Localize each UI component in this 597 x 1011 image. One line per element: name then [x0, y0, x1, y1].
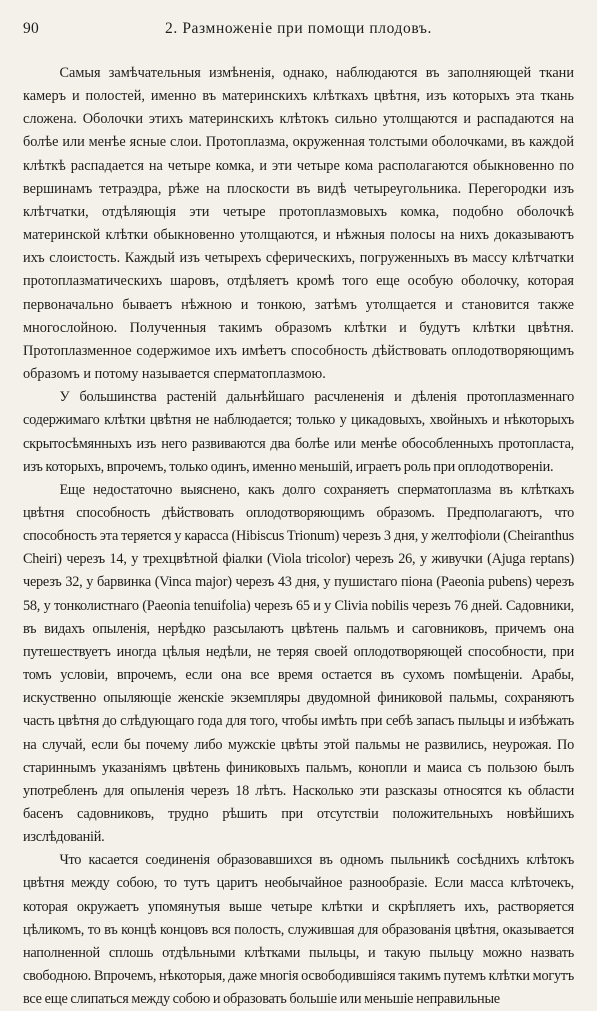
page-number: 90: [23, 20, 39, 37]
running-title: 2. Размноженiе при помощи плодовъ.: [165, 20, 432, 37]
paragraph: У большинства растеній дальнѣйшаго расчлененія и дѣленія протоплазменнаго содержимаго клѣтки цвѣтня не наблюдается; только у цикадовыхъ, хвойныхъ и нѣкоторыхъ скрытосѣмянныхъ изъ него развиваются два болѣе или менѣе обособленныхъ протопласта, изъ которыхъ, впрочемъ, только одинъ, именно меньшій, играетъ роль при оплодотвореніи.: [23, 389, 574, 475]
paragraph: Что касается соединенія образовавшихся въ одномъ пыльникѣ сосѣднихъ клѣтокъ цвѣтня между собою, то тутъ царитъ необычайное разнообразіе. Если масса клѣточекъ, которая окружаетъ упомянутыя выше четыре клѣтки и скрѣпляетъ ихъ, растворяется цѣликомъ, то въ концѣ концовъ вся полость, служившая для образованія цвѣтня, оказывается наполненной сплошь отдѣльными клѣтками пыльцы, и такую пыльцу можно назвать свободною. Впрочемъ, нѣкоторыя, даже многія освободившіяся такимъ путемъ клѣтки могутъ все еще слипаться между собою и образовать большіе или меньшіе неправильные: [23, 852, 574, 1008]
paragraph: Еще недостаточно выяснено, какъ долго сохраняетъ сперматоплазма въ клѣткахъ цвѣтня способность дѣйствовать оплодотворяющимъ образомъ. Предполагаютъ, что способность эта теряется у карасса (Hibiscus Trionum) черезъ 3 дня, у желтофіоли (Cheiranthus Cheiri) черезъ 14, у трехцвѣтной фіалки (Viola tricolor) черезъ 26, у живучки (Ajuga reptans) черезъ 32, у барвинка (Vinca major) черезъ 43 дня, у пушистаго піона (Paeonia pubens) черезъ 58, у тонколистнаго (Paeonia tenuifolia) черезъ 65 и у Clivia nobilis черезъ 76 дней. Садовники, въ видахъ опыленія, нерѣдко разсылаютъ цвѣтень пальмъ и саговниковъ, причемъ она путешествуетъ иногда цѣлыя недѣли, не теряя своей оплодотворяющей способности, при томъ условіи, впрочемъ, если она все время остается въ сухомъ помѣщеніи. Арабы, искуственно опыляющіе женскіе экземпляры двудомной финиковой пальмы, сохраняютъ часть цвѣтня до слѣдующаго года для того, чтобы имѣть при себѣ запасъ пыльцы и избѣжать на случай, если бы почему либо мужскіе цвѣты этой пальмы не развились, неурожая. По стариннымъ указаніямъ цвѣтень финиковыхъ пальмъ, конопли и маиса съ пользою былъ употребленъ для опыленія черезъ 18 лѣтъ. Насколько эти разсказы относятся къ области басенъ садовниковъ, трудно рѣшить при отсутствіи положительныхъ новѣйшихъ изслѣдованій.: [23, 481, 574, 846]
page-header: [23, 20, 574, 42]
paragraph: Самыя замѣчательныя измѣненія, однако, наблюдаются въ заполняющей ткани камеръ и полостей, именно въ материнскихъ клѣткахъ цвѣтня, изъ которыхъ эта ткань сложена. Оболочки этихъ материнскихъ клѣтокъ сильно утолщаются и распадаются на болѣе или менѣе ясные слои. Протоплазма, окруженная толстыми оболочками, въ каждой клѣткѣ распадается на четыре комка, и эти четыре кома располагаются обыкновенно по вершинамъ тетраэдра, рѣже на плоскости въ видѣ четыреугольника. Перегородки изъ клѣтчатки, отдѣляющія эти четыре протоплазмовыхъ комка, подобно оболочкѣ материнской клѣтки обыкновенно утолщаются, и нѣжныя полосы на нихъ доказываютъ ихъ слоистость. Каждый изъ четырехъ сферическихъ, погруженныхъ въ массу клѣтчатки протоплазматическихъ шаровъ, отдѣляетъ кромѣ того еще особую оболочку, которая первоначально бываетъ нѣжною и тонкою, затѣмъ утолщается и становится также многослойною. Полученныя такимъ образомъ клѣтки и будутъ клѣтки цвѣтня. Протоплазменное содержимое ихъ имѣетъ способность дѣйствовать оплодотворяющимъ образомъ и потому называется сперматоплазмою.: [23, 65, 574, 383]
page-body: [23, 62, 574, 1011]
